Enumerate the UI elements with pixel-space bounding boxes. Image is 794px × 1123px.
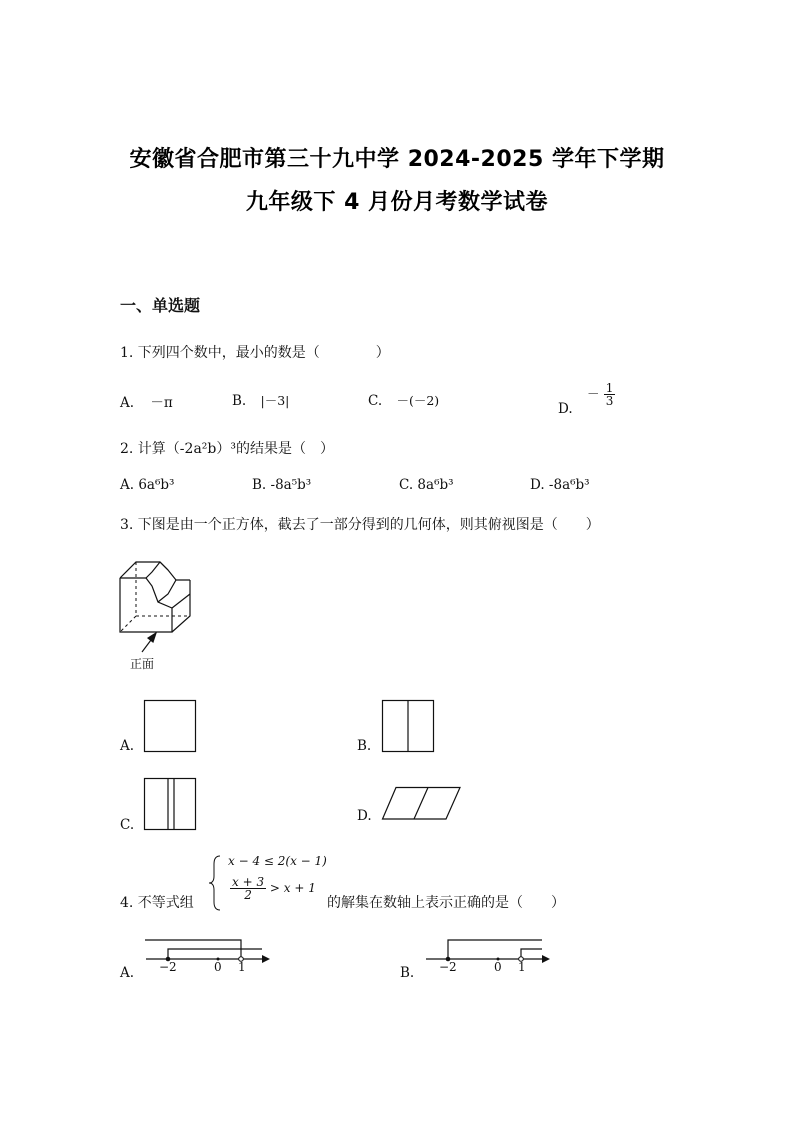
- q4-inequality-2: [230, 876, 316, 901]
- q3-option-c-label: C.: [120, 817, 135, 833]
- q4-option-b-label: B.: [400, 965, 415, 981]
- q2-option-d: D. -8a⁶b³: [530, 477, 590, 493]
- q3-front-label: 正面: [130, 657, 155, 671]
- tick-label-minus-2: −2: [439, 960, 457, 974]
- q3-option-d-label: D.: [357, 808, 372, 824]
- tick-label-0: 0: [214, 960, 222, 974]
- q4-inequality-2-rest: > x + 1: [269, 881, 316, 895]
- fraction-numerator: 1: [605, 381, 614, 395]
- q1-option-a: [120, 391, 173, 411]
- q1-option-b-label: B.: [232, 393, 247, 409]
- tick-label-1: 1: [238, 960, 246, 974]
- q2-option-c: C. 8a⁶b³: [399, 477, 454, 493]
- q1-option-c-label: C.: [368, 393, 383, 409]
- exam-title-line1: 安徽省合肥市第三十九中学 2024-2025 学年下学期: [129, 147, 665, 172]
- q4-option-a-label: A.: [120, 965, 135, 981]
- fraction-denominator: 2: [244, 888, 252, 902]
- q1-option-d-fraction: [604, 382, 616, 407]
- q3-option-d-figure: [382, 787, 462, 821]
- q1-option-a-value: －π: [150, 395, 173, 411]
- q1-option-c: [368, 391, 439, 409]
- q3-cut-cube-figure: [110, 550, 210, 675]
- q3-option-a-label: A.: [120, 738, 135, 754]
- q1-option-a-label: A.: [120, 395, 135, 411]
- fraction-denominator: 3: [605, 394, 614, 408]
- question-1-stem: 1. 下列四个数中，最小的数是（ ）: [120, 345, 390, 361]
- q2-option-a: A. 6a⁶b³: [120, 477, 175, 493]
- q1-option-b: [232, 391, 289, 409]
- question-3-stem: 3. 下图是由一个正方体，截去了一部分得到的几何体，则其俯视图是（ ）: [120, 517, 600, 533]
- tick-label-1: 1: [518, 960, 526, 974]
- q1-option-d-sign: －: [586, 386, 600, 401]
- q3-option-a-figure: [144, 700, 196, 752]
- q3-option-b-label: B.: [357, 738, 372, 754]
- q2-option-b: B. -8a⁵b³: [252, 477, 312, 493]
- tick-label-minus-2: −2: [159, 960, 177, 974]
- q1-option-b-value: |－3|: [260, 393, 290, 408]
- q1-option-c-value: －(－2): [396, 393, 440, 408]
- q3-option-c-figure: [144, 778, 196, 830]
- fraction-numerator: x + 3: [232, 875, 265, 889]
- q1-option-d: [558, 381, 615, 417]
- tick-label-0: 0: [494, 960, 502, 974]
- question-2-stem: 2. 计算（-2a²b）³的结果是（ ）: [120, 441, 334, 457]
- question-4-stem-prefix: 4. 不等式组: [120, 895, 194, 911]
- q1-option-d-label: D.: [558, 401, 573, 417]
- question-4-stem-suffix: 的解集在数轴上表示正确的是（ ）: [327, 895, 565, 911]
- q4-inequality-1: x − 4 ≤ 2(x − 1): [228, 854, 327, 868]
- system-left-brace: [208, 854, 222, 912]
- q3-option-b-figure: [382, 700, 434, 752]
- exam-title-line2: 九年级下 4 月份月考数学试卷: [245, 190, 549, 215]
- q4-inequality-2-fraction: [230, 876, 266, 901]
- section-heading-single-choice: 一、单选题: [120, 296, 201, 315]
